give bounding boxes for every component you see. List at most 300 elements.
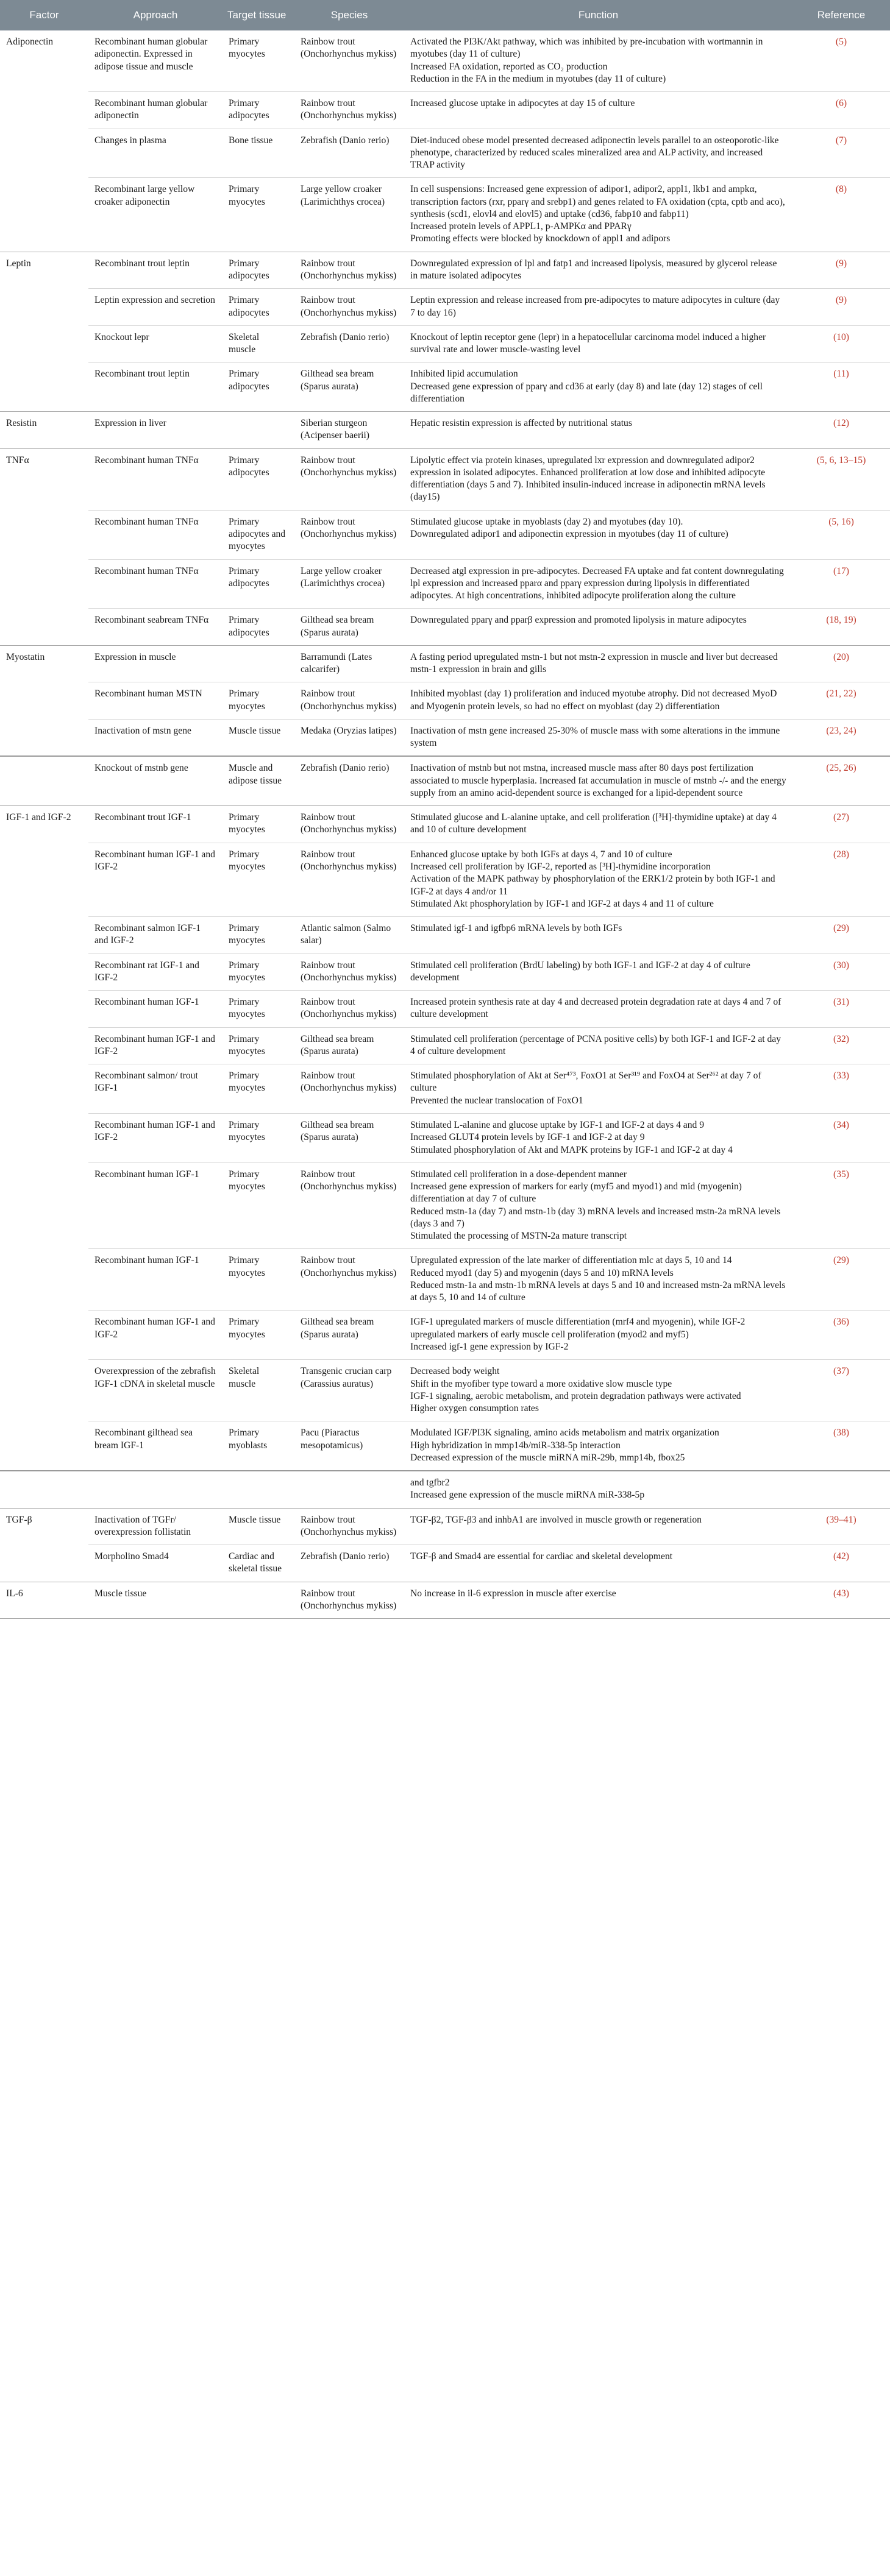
- function-line: Lipolytic effect via protein kinases, upregulated lxr expression and downregulated adipor2 expression in isolated adipocytes. Enhanced proliferation at low dose and inhibited adipocyte differentiation (days 5 and 7). Inhibited insulin-induced increase in adiponectin mRNA levels (day15): [410, 455, 766, 503]
- cell-function: [404, 806, 792, 843]
- table-header: [0, 0, 890, 30]
- cell-function: [404, 30, 792, 92]
- function-line: No increase in il-6 expression in muscle after exercise: [410, 1588, 616, 1599]
- function-line: Downregulated pparγ and pparβ expression and promoted lipolysis in mature adipocytes: [410, 615, 747, 626]
- cell-reference: (42): [792, 1545, 890, 1582]
- cell-reference: (18, 19): [792, 609, 890, 646]
- table-row: [0, 1582, 890, 1619]
- cell-species: Rainbow trout (Onchorhynchus mykiss): [294, 448, 404, 510]
- cell-function: [404, 92, 792, 129]
- cell-species: Rainbow trout (Onchorhynchus mykiss): [294, 30, 404, 92]
- cell-species: Rainbow trout (Onchorhynchus mykiss): [294, 1064, 404, 1114]
- cell-tissue: Muscle tissue: [222, 1508, 294, 1545]
- cell-approach: Recombinant salmon/ trout IGF-1: [88, 1064, 222, 1114]
- cell-factor: [0, 609, 88, 646]
- cell-function: [404, 1162, 792, 1249]
- cell-species: Zebrafish (Danio rerio): [294, 1545, 404, 1582]
- table-row: [0, 991, 890, 1028]
- function-line: Downregulated expression of lpl and fatp1 and increased lipolysis, measured by glycerol release in mature isolated adipocytes: [410, 258, 777, 281]
- table-row: [0, 1311, 890, 1360]
- cell-reference: (37): [792, 1360, 890, 1421]
- function-line: A fasting period upregulated mstn-1 but not mstn-2 expression in muscle and liver but decreased mstn-1 expression in brain and gills: [410, 651, 778, 675]
- function-line: Increased glucose uptake in adipocytes at day 15 of culture: [410, 98, 635, 109]
- cell-reference: (43): [792, 1582, 890, 1619]
- function-line: Reduced mstn-1a (day 7) and mstn-1b (day 3) mRNA levels and increased mstn-2a mRNA levels (days 3 and 7): [410, 1206, 781, 1229]
- cell-approach: [88, 1471, 222, 1508]
- cell-function: [404, 1249, 792, 1311]
- function-line: Stimulated glucose uptake in myoblasts (day 2) and myotubes (day 10).: [410, 516, 683, 527]
- header-tissue: Target tissue: [222, 0, 294, 30]
- function-line: Stimulated glucose and L-alanine uptake, and cell proliferation ([³H]-thymidine uptake) at day 4 and 10 of culture development: [410, 812, 777, 835]
- cell-approach: Leptin expression and secretion: [88, 289, 222, 326]
- cell-tissue: Primary myocytes: [222, 917, 294, 954]
- cell-tissue: Cardiac and skeletal tissue: [222, 1545, 294, 1582]
- table-row: [0, 954, 890, 991]
- function-line: Stimulated Akt phosphorylation by IGF-1 and IGF-2 at days 4 and 11 of culture: [410, 898, 714, 909]
- cell-factor: [0, 1162, 88, 1249]
- function-line: IGF-1 upregulated markers of muscle differentiation (mrf4 and myogenin), while IGF-2 upregulated markers of early muscle cell proliferation (myod2 and myf5): [410, 1317, 746, 1340]
- cell-approach: Recombinant human TNFα: [88, 510, 222, 559]
- cell-factor: IL-6: [0, 1582, 88, 1619]
- cell-approach: Recombinant trout leptin: [88, 252, 222, 289]
- cell-reference: (8): [792, 178, 890, 252]
- table-row: [0, 289, 890, 326]
- cell-reference: (35): [792, 1162, 890, 1249]
- cell-function: [404, 325, 792, 363]
- function-line: Stimulated cell proliferation (percentage of PCNA positive cells) by both IGF-1 and IGF-2 at day 4 of culture development: [410, 1033, 781, 1056]
- function-line: Inactivation of mstnb but not mstna, increased muscle mass after 80 days post fertilization associated to muscle hyperplasia. Increased fat accumulation in muscle of mstnb -/- and the energy supply from an amino acid-dependent source is exchanged for a lipid-dependent source: [410, 763, 786, 798]
- function-line: Enhanced glucose uptake by both IGFs at days 4, 7 and 10 of culture: [410, 849, 672, 860]
- function-line: TGF-β and Smad4 are essential for cardiac and skeletal development: [410, 1551, 673, 1562]
- table-row: [0, 412, 890, 449]
- cell-factor: IGF-1 and IGF-2: [6, 812, 71, 823]
- function-line: Stimulated phosphorylation of Akt and MAPK proteins by IGF-1 and IGF-2 at day 4: [410, 1144, 733, 1155]
- function-line: Increased cell proliferation by IGF-2, reported as [³H]-thymidine incorporation: [410, 862, 711, 872]
- cell-approach: Knockout of mstnb gene: [88, 756, 222, 805]
- cell-function: [404, 843, 792, 916]
- function-line: Knockout of leptin receptor gene (lepr) in a hepatocellular carcinoma model induced a higher survival rate and lower muscle-wasting level: [410, 331, 766, 355]
- cell-function: [404, 289, 792, 326]
- cell-function: [404, 1027, 792, 1064]
- table-row: [0, 1545, 890, 1582]
- cell-reference: (7): [792, 129, 890, 178]
- cell-reference: (9): [792, 289, 890, 326]
- cell-tissue: Primary myocytes: [222, 1311, 294, 1360]
- cell-approach: Recombinant human IGF-1: [88, 991, 222, 1028]
- cell-species: Gilthead sea bream (Sparus aurata): [294, 1114, 404, 1163]
- function-line: and tgfbr2: [410, 1477, 450, 1488]
- function-line: TGF-β2, TGF-β3 and inhbA1 are involved in muscle growth or regeneration: [410, 1514, 702, 1525]
- cell-approach: Recombinant gilthead sea bream IGF-1: [88, 1421, 222, 1471]
- cell-approach: Recombinant human globular adiponectin: [88, 92, 222, 129]
- function-line: Shift in the myofiber type toward a more oxidative slow muscle type: [410, 1378, 672, 1389]
- cell-species: Rainbow trout (Onchorhynchus mykiss): [294, 1162, 404, 1249]
- table-row: [0, 325, 890, 363]
- cell-function: [404, 1545, 792, 1582]
- function-line: In cell suspensions: Increased gene expression of adipor1, adipor2, appl1, lkb1 and ampkα, transcription factors (rxr, pparγ and srebp1) and genes related to FA oxidation (cpta, cptb and aco), synthesis (scd1, elovl4 and elovl5) and uptake (cd36, fabp10 and fabp11): [410, 184, 785, 219]
- cell-tissue: Primary myocytes: [222, 1249, 294, 1311]
- cell-tissue: Primary myocytes: [222, 1027, 294, 1064]
- cell-reference: (29): [792, 1249, 890, 1311]
- cell-species: Siberian sturgeon (Acipenser baerii): [294, 412, 404, 449]
- cell-reference: (5, 6, 13–15): [792, 448, 890, 510]
- cell-reference: (38): [792, 1421, 890, 1471]
- cell-species: Rainbow trout (Onchorhynchus mykiss): [294, 806, 404, 843]
- header-approach: Approach: [88, 0, 222, 30]
- cell-factor: [0, 756, 88, 805]
- function-line: Decreased body weight: [410, 1366, 500, 1377]
- cell-factor: [0, 843, 88, 916]
- cell-factor: Resistin: [0, 412, 88, 449]
- cell-species: Medaka (Oryzias latipes): [294, 719, 404, 756]
- function-line: Stimulated igf-1 and igfbp6 mRNA levels by both IGFs: [410, 923, 622, 934]
- function-line: Stimulated cell proliferation in a dose-dependent manner: [410, 1169, 627, 1180]
- cell-species: Rainbow trout (Onchorhynchus mykiss): [294, 843, 404, 916]
- cell-approach: Changes in plasma: [88, 129, 222, 178]
- cell-reference: (32): [792, 1027, 890, 1064]
- cell-tissue: [222, 412, 294, 449]
- cell-factor: [0, 363, 88, 412]
- cell-reference: (25, 26): [792, 756, 890, 805]
- cell-approach: Inactivation of TGFr/ overexpression follistatin: [88, 1508, 222, 1545]
- cell-factor: TNFα: [6, 455, 29, 465]
- cell-factor: [0, 510, 88, 559]
- function-line: Promoting effects were blocked by knockdown of appl1 and adipors: [410, 233, 671, 244]
- cell-reference: (27): [792, 806, 890, 843]
- cell-function: [404, 510, 792, 559]
- cell-approach: Morpholino Smad4: [88, 1545, 222, 1582]
- cell-function: [404, 412, 792, 449]
- function-line: Increased FA oxidation, reported as CO₂ production: [410, 61, 608, 72]
- cell-tissue: Primary adipocytes: [222, 363, 294, 412]
- table-row: [0, 609, 890, 646]
- cell-species: Rainbow trout (Onchorhynchus mykiss): [294, 92, 404, 129]
- table-body: [0, 30, 890, 1619]
- cell-function: [404, 1114, 792, 1163]
- cell-species: Gilthead sea bream (Sparus aurata): [294, 1311, 404, 1360]
- function-line: Higher oxygen consumption rates: [410, 1403, 539, 1414]
- cell-function: [404, 1360, 792, 1421]
- cell-function: [404, 252, 792, 289]
- cell-species: Rainbow trout (Onchorhynchus mykiss): [294, 682, 404, 720]
- cell-reference: (17): [792, 559, 890, 609]
- table-row: [0, 178, 890, 252]
- function-line: Increased protein levels of APPL1, p-AMPKα and PPARγ: [410, 221, 632, 232]
- function-line: Upregulated expression of the late marker of differentiation mlc at days 5, 10 and 14: [410, 1255, 732, 1266]
- cell-function: [404, 1311, 792, 1360]
- cell-factor: [0, 1360, 88, 1421]
- function-line: Decreased expression of the muscle miRNA miR-29b, mmp14b, fbox25: [410, 1452, 685, 1463]
- table-row: [0, 1114, 890, 1163]
- cell-reference: (33): [792, 1064, 890, 1114]
- cell-approach: Recombinant human IGF-1 and IGF-2: [88, 1027, 222, 1064]
- cell-tissue: Primary myocytes: [222, 682, 294, 720]
- cell-tissue: Primary myocytes: [222, 178, 294, 252]
- function-line: Inhibited myoblast (day 1) proliferation and induced myotube atrophy. Did not decreased MyoD and Myogenin protein levels, so had no effect on myoblast (day 2) differentiation: [410, 688, 777, 712]
- cell-factor: Adiponectin: [6, 37, 54, 47]
- cell-function: [404, 1471, 792, 1508]
- function-line: Hepatic resistin expression is affected by nutritional status: [410, 418, 632, 429]
- cell-tissue: [222, 1471, 294, 1508]
- table-row: [0, 510, 890, 559]
- cell-factor: [0, 719, 88, 756]
- function-line: High hybridization in mmp14b/miR-338-5p interaction: [410, 1440, 621, 1451]
- function-line: Stimulated the processing of MSTN-2a mature transcript: [410, 1231, 627, 1242]
- cell-function: [404, 1508, 792, 1545]
- cell-tissue: Primary adipocytes: [222, 289, 294, 326]
- header-reference: Reference: [792, 0, 890, 30]
- cell-approach: Recombinant human TNFα: [88, 559, 222, 609]
- cell-function: [404, 1582, 792, 1619]
- cell-approach: Recombinant human IGF-1: [88, 1162, 222, 1249]
- cell-function: [404, 682, 792, 720]
- function-line: Increased protein synthesis rate at day 4 and decreased protein degradation rate at days 4 and 7 of culture development: [410, 997, 781, 1020]
- cell-tissue: Primary adipocytes: [222, 252, 294, 289]
- cell-factor: [0, 1114, 88, 1163]
- cell-species: Zebrafish (Danio rerio): [294, 129, 404, 178]
- cell-tissue: [222, 645, 294, 682]
- table-row: [0, 1508, 890, 1545]
- function-line: Increased gene expression of markers for early (myf5 and myod1) and mid (myogenin) differentiation at day 7 of culture: [410, 1181, 742, 1205]
- table-row: [0, 363, 890, 412]
- cell-species: Rainbow trout (Onchorhynchus mykiss): [294, 510, 404, 559]
- table-row: [0, 559, 890, 609]
- cell-reference: (9): [792, 252, 890, 289]
- cell-factor: [0, 682, 88, 720]
- cell-species: Large yellow croaker (Larimichthys crocea): [294, 178, 404, 252]
- cell-approach: Recombinant rat IGF-1 and IGF-2: [88, 954, 222, 991]
- cell-factor: [0, 1545, 88, 1582]
- cell-function: [404, 1064, 792, 1114]
- table-row: [0, 917, 890, 954]
- cell-tissue: Skeletal muscle: [222, 1360, 294, 1421]
- cell-species: Rainbow trout (Onchorhynchus mykiss): [294, 289, 404, 326]
- cell-approach: Recombinant seabream TNFα: [88, 609, 222, 646]
- cell-factor: Myostatin: [6, 651, 45, 662]
- cell-reference: (34): [792, 1114, 890, 1163]
- cell-reference: (11): [792, 363, 890, 412]
- table-row: [0, 756, 890, 805]
- cell-species: Zebrafish (Danio rerio): [294, 325, 404, 363]
- table-row: [0, 1064, 890, 1114]
- cell-approach: Recombinant trout IGF-1: [88, 806, 222, 843]
- cell-function: [404, 719, 792, 756]
- header-function: Function: [404, 0, 792, 30]
- table-row: [0, 843, 890, 916]
- cell-factor: Leptin: [6, 258, 31, 269]
- cell-factor: TGF-β: [6, 1514, 32, 1525]
- table-row: [0, 252, 890, 289]
- cell-reference: (31): [792, 991, 890, 1028]
- cell-function: [404, 559, 792, 609]
- table-row: [0, 129, 890, 178]
- cell-species: Transgenic crucian carp (Carassius auratus): [294, 1360, 404, 1421]
- cell-function: [404, 756, 792, 805]
- header-row: [0, 0, 890, 30]
- cell-species: Barramundi (Lates calcarifer): [294, 645, 404, 682]
- cell-species: Rainbow trout (Onchorhynchus mykiss): [294, 252, 404, 289]
- function-line: IGF-1 signaling, aerobic metabolism, and protein degradation pathways were activated: [410, 1390, 741, 1401]
- cell-approach: Recombinant human globular adiponectin. Expressed in adipose tissue and muscle: [88, 30, 222, 92]
- cell-tissue: Primary adipocytes: [222, 609, 294, 646]
- cell-factor: [0, 92, 88, 129]
- cell-species: Pacu (Piaractus mesopotamicus): [294, 1421, 404, 1471]
- function-line: Leptin expression and release increased from pre-adipocytes to mature adipocytes in culture (day 7 to day 16): [410, 295, 780, 318]
- cell-reference: (5, 16): [792, 510, 890, 559]
- function-line: Stimulated L-alanine and glucose uptake by IGF-1 and IGF-2 at days 4 and 9: [410, 1120, 704, 1130]
- cell-reference: [792, 1471, 890, 1508]
- cell-factor: [0, 1249, 88, 1311]
- cell-tissue: [222, 1582, 294, 1619]
- cell-factor: [0, 917, 88, 954]
- cell-approach: Recombinant human MSTN: [88, 682, 222, 720]
- cell-approach: Recombinant human IGF-1 and IGF-2: [88, 1311, 222, 1360]
- cell-species: Zebrafish (Danio rerio): [294, 756, 404, 805]
- function-line: Stimulated phosphorylation of Akt at Ser⁴⁷³, FoxO1 at Ser³¹⁹ and FoxO4 at Ser²⁶² at day 7 of culture: [410, 1070, 761, 1094]
- cell-factor: [0, 991, 88, 1028]
- cell-reference: (30): [792, 954, 890, 991]
- header-species: Species: [294, 0, 404, 30]
- cell-species: Gilthead sea bream (Sparus aurata): [294, 1027, 404, 1064]
- cell-function: [404, 129, 792, 178]
- function-line: Inhibited lipid accumulation: [410, 369, 518, 380]
- cell-approach: Recombinant salmon IGF-1 and IGF-2: [88, 917, 222, 954]
- cell-tissue: Primary myocytes: [222, 1114, 294, 1163]
- table-row: [0, 1162, 890, 1249]
- cell-reference: (23, 24): [792, 719, 890, 756]
- cell-species: Rainbow trout (Onchorhynchus mykiss): [294, 991, 404, 1028]
- cell-species: [294, 1471, 404, 1508]
- cell-tissue: Primary myocytes: [222, 1162, 294, 1249]
- cell-species: Rainbow trout (Onchorhynchus mykiss): [294, 1508, 404, 1545]
- cell-approach: Overexpression of the zebrafish IGF-1 cDNA in skeletal muscle: [88, 1360, 222, 1421]
- function-line: Reduced mstn-1a and mstn-1b mRNA levels at days 5 and 10 and increased mstn-2a mRNA levels at days 5, 10 and 14 of culture: [410, 1279, 786, 1303]
- cell-approach: Expression in muscle: [88, 645, 222, 682]
- cell-factor: [0, 129, 88, 178]
- cell-approach: Knockout lepr: [88, 325, 222, 363]
- function-line: Reduced myod1 (day 5) and myogenin (days 5 and 10) mRNA levels: [410, 1267, 674, 1278]
- cell-function: [404, 917, 792, 954]
- cell-factor: [0, 1027, 88, 1064]
- cell-reference: (29): [792, 917, 890, 954]
- cell-reference: (39–41): [792, 1508, 890, 1545]
- function-line: Modulated IGF/PI3K signaling, amino acids metabolism and matrix organization: [410, 1428, 719, 1438]
- cell-factor: [0, 1471, 88, 1508]
- cell-tissue: Primary adipocytes: [222, 559, 294, 609]
- cell-species: Rainbow trout (Onchorhynchus mykiss): [294, 1582, 404, 1619]
- cell-tissue: Primary myocytes: [222, 806, 294, 843]
- cell-factor: [0, 325, 88, 363]
- function-line: Increased igf-1 gene expression by IGF-2: [410, 1341, 569, 1352]
- cell-reference: (21, 22): [792, 682, 890, 720]
- cell-reference: (12): [792, 412, 890, 449]
- cell-tissue: Primary adipocytes: [222, 92, 294, 129]
- cell-approach: Recombinant trout leptin: [88, 363, 222, 412]
- table-row: [0, 1471, 890, 1508]
- table-row: [0, 645, 890, 682]
- cell-factor: [0, 178, 88, 252]
- function-line: Downregulated adipor1 and adiponectin expression in myotubes (day 11 of culture): [410, 528, 728, 539]
- cell-tissue: Primary myocytes: [222, 30, 294, 92]
- cell-approach: Recombinant human TNFα: [88, 448, 222, 510]
- cell-species: Rainbow trout (Onchorhynchus mykiss): [294, 954, 404, 991]
- function-line: Reduction in the FA in the medium in myotubes (day 11 of culture): [410, 73, 666, 84]
- table-row: [0, 1421, 890, 1471]
- cell-reference: (5): [792, 30, 890, 92]
- cell-factor: [0, 1421, 88, 1471]
- function-line: Inactivation of mstn gene increased 25-30% of muscle mass with some alterations in the immune system: [410, 725, 780, 749]
- function-line: Increased GLUT4 protein levels by IGF-1 and IGF-2 at day 9: [410, 1132, 645, 1143]
- cell-tissue: Primary myoblasts: [222, 1421, 294, 1471]
- cell-approach: Expression in liver: [88, 412, 222, 449]
- cell-approach: Recombinant large yellow croaker adiponectin: [88, 178, 222, 252]
- cell-function: [404, 645, 792, 682]
- cell-tissue: Skeletal muscle: [222, 325, 294, 363]
- table-row: [0, 719, 890, 756]
- cell-factor: [0, 954, 88, 991]
- cell-tissue: Bone tissue: [222, 129, 294, 178]
- cell-reference: (20): [792, 645, 890, 682]
- cell-tissue: Primary adipocytes and myocytes: [222, 510, 294, 559]
- cell-factor: [0, 559, 88, 609]
- cell-function: [404, 609, 792, 646]
- function-line: Decreased gene expression of pparγ and cd36 at early (day 8) and late (day 12) stages of cell differentiation: [410, 381, 763, 404]
- cell-species: Gilthead sea bream (Sparus aurata): [294, 609, 404, 646]
- cell-function: [404, 954, 792, 991]
- cell-approach: Recombinant human IGF-1: [88, 1249, 222, 1311]
- cell-species: Gilthead sea bream (Sparus aurata): [294, 363, 404, 412]
- table-row: [0, 92, 890, 129]
- cell-function: [404, 363, 792, 412]
- cell-factor: [0, 1311, 88, 1360]
- cell-factor: [0, 1064, 88, 1114]
- cell-tissue: Primary myocytes: [222, 991, 294, 1028]
- cell-factor: [0, 289, 88, 326]
- cell-species: Rainbow trout (Onchorhynchus mykiss): [294, 1249, 404, 1311]
- function-line: Increased gene expression of the muscle miRNA miR-338-5p: [410, 1490, 645, 1501]
- cell-species: Atlantic salmon (Salmo salar): [294, 917, 404, 954]
- cell-approach: Inactivation of mstn gene: [88, 719, 222, 756]
- cell-function: [404, 448, 792, 510]
- table-row: [0, 1360, 890, 1421]
- cell-tissue: Primary myocytes: [222, 843, 294, 916]
- cell-function: [404, 991, 792, 1028]
- cell-function: [404, 178, 792, 252]
- cell-reference: (36): [792, 1311, 890, 1360]
- table-row: [0, 30, 890, 92]
- cell-tissue: Primary myocytes: [222, 1064, 294, 1114]
- table-row: [0, 1027, 890, 1064]
- function-line: Activated the PI3K/Akt pathway, which was inhibited by pre-incubation with wortmannin in myotubes (day 11 of culture): [410, 37, 763, 60]
- cell-approach: Muscle tissue: [88, 1582, 222, 1619]
- function-line: Diet-induced obese model presented decreased adiponectin levels parallel to an osteoporotic-like phenotype, characterized by reduced scales mineralized area and ALP activity, and increased TRAP activity: [410, 135, 779, 171]
- function-line: Activation of the MAPK pathway by phosphorylation of the ERK1/2 protein by both IGF-1 and IGF-2 at days 4 and/or 11: [410, 874, 775, 897]
- table-row: [0, 806, 890, 843]
- cell-approach: Recombinant human IGF-1 and IGF-2: [88, 1114, 222, 1163]
- table-row: [0, 448, 890, 510]
- table-row: [0, 1249, 890, 1311]
- cell-reference: (10): [792, 325, 890, 363]
- function-line: Prevented the nuclear translocation of FoxO1: [410, 1095, 583, 1106]
- cell-tissue: Muscle tissue: [222, 719, 294, 756]
- cell-species: Large yellow croaker (Larimichthys crocea): [294, 559, 404, 609]
- function-line: Stimulated cell proliferation (BrdU labeling) by both IGF-1 and IGF-2 at day 4 of culture development: [410, 960, 750, 983]
- cell-tissue: Muscle and adipose tissue: [222, 756, 294, 805]
- cell-reference: (6): [792, 92, 890, 129]
- header-factor: Factor: [0, 0, 88, 30]
- cell-approach: Recombinant human IGF-1 and IGF-2: [88, 843, 222, 916]
- table-row: [0, 682, 890, 720]
